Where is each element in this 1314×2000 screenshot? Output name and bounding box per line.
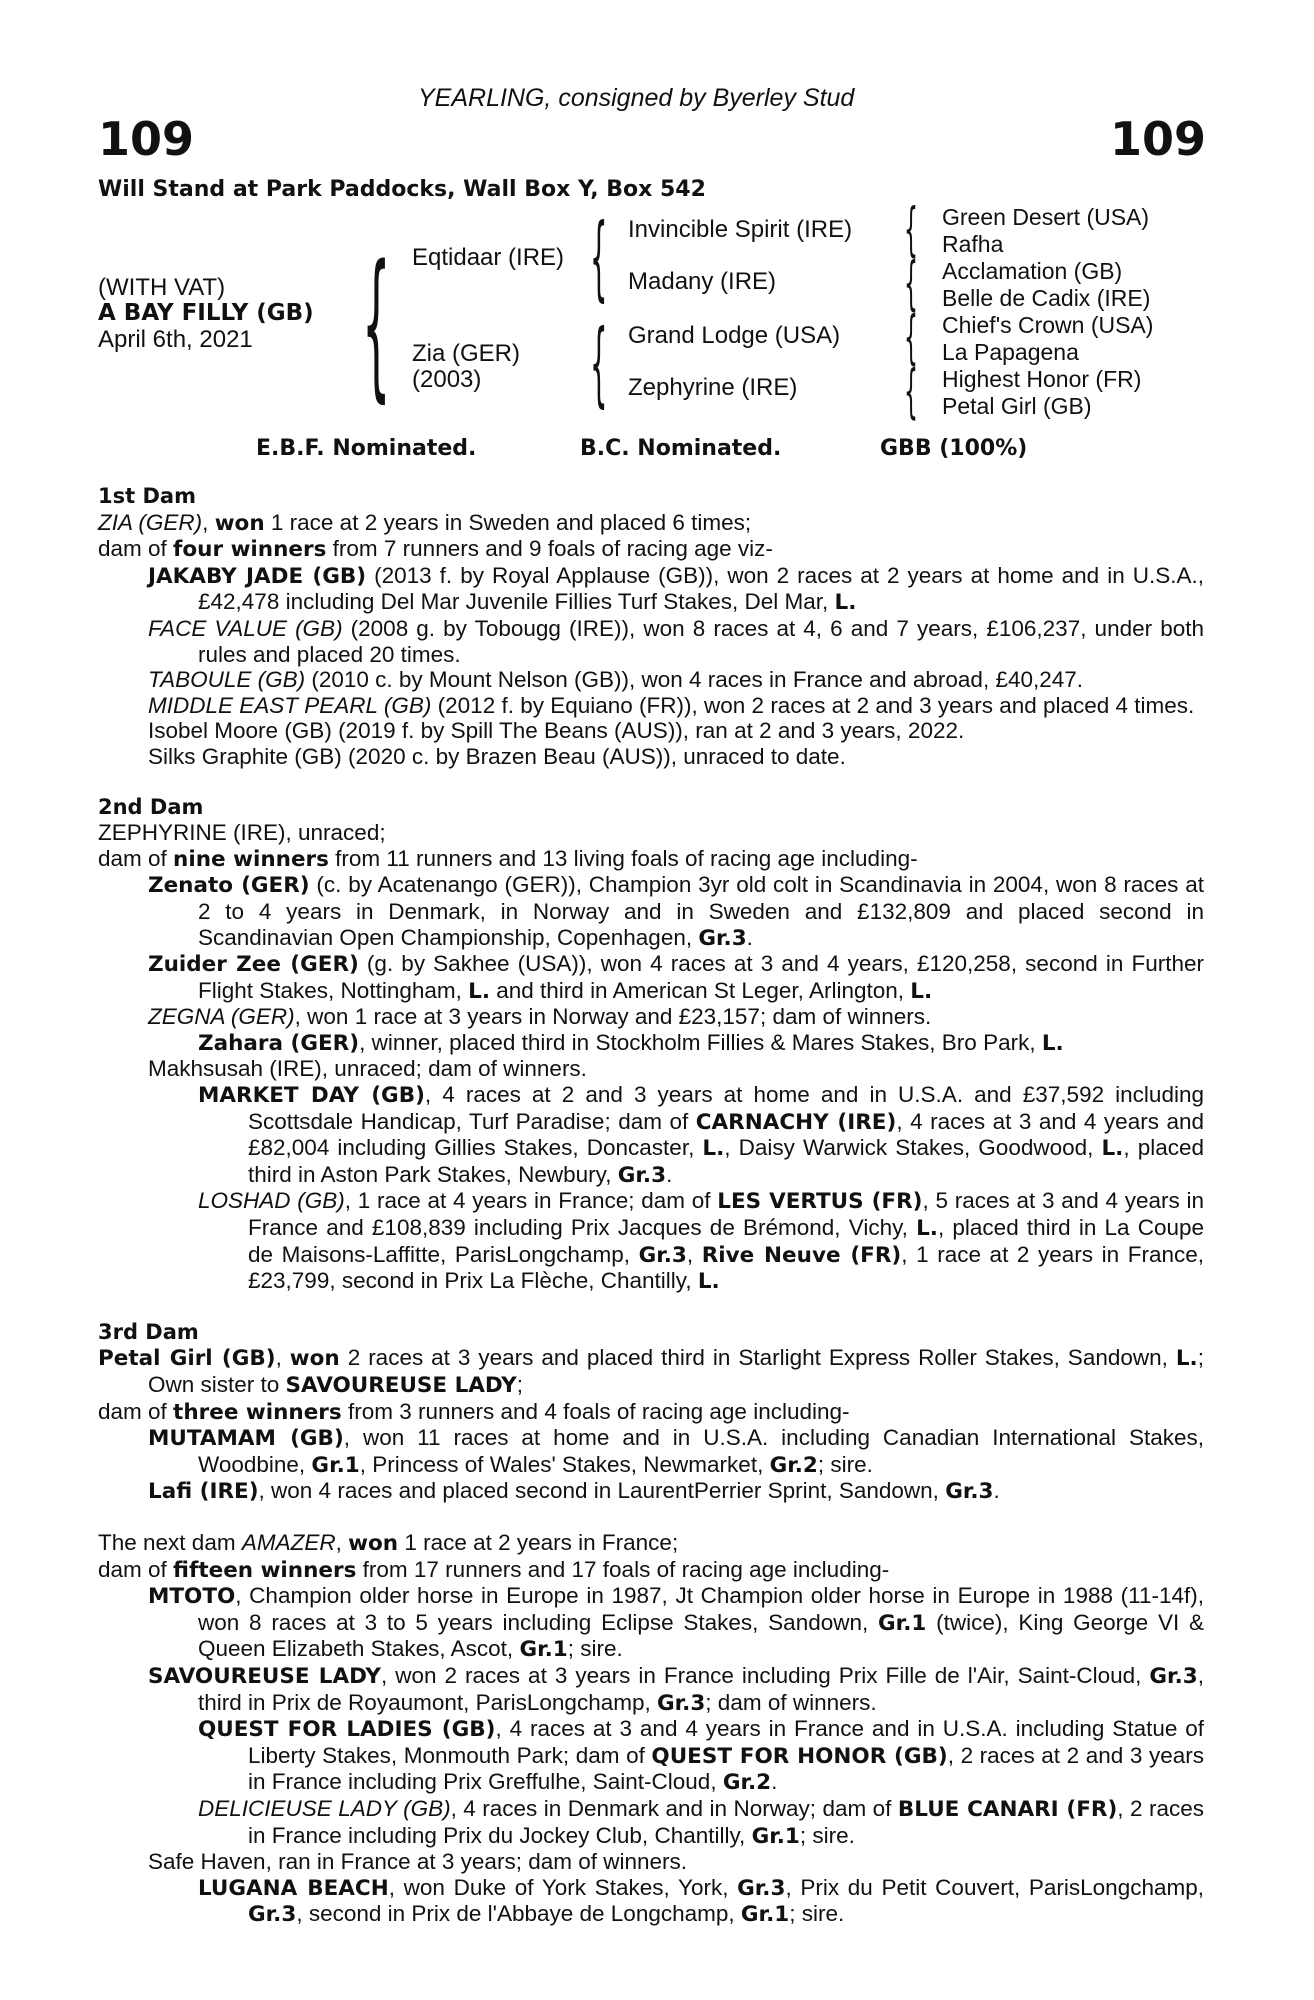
dam-produce-summary bbox=[98, 1399, 1204, 1426]
plain-text: , third in Prix de Royaumont, ParisLongchamp, bbox=[198, 1662, 1204, 1715]
bold-text: won bbox=[289, 1346, 340, 1372]
plain-text: , 2 races at 2 and 3 years in France including Prix Greffulhe, Saint-Cloud, bbox=[248, 1742, 1204, 1795]
progeny-entry bbox=[98, 1849, 1204, 1875]
bold-text: Gr.1 bbox=[751, 1823, 800, 1849]
bc-nomination: B.C. Nominated. bbox=[580, 436, 782, 461]
dam-name: Zia (GER) bbox=[412, 340, 520, 367]
plain-text: . bbox=[771, 1769, 778, 1795]
bold-text: three winners bbox=[173, 1399, 342, 1425]
stand-location: Will Stand at Park Paddocks, Wall Box Y, Box 542 bbox=[98, 177, 706, 202]
ggen-name: Rafha bbox=[942, 231, 1004, 257]
bold-text: MARKET DAY (GB) bbox=[198, 1083, 425, 1109]
plain-text: , placed third in La Coupe de Maisons-Laffitte, ParisLongchamp, bbox=[248, 1215, 1205, 1267]
plain-text: , 4 races at 3 and 4 years in France and in U.S.A. including Statue of Liberty Stakes, Monmouth Park; dam of bbox=[248, 1716, 1204, 1768]
bold-text: Gr.1 bbox=[519, 1637, 568, 1663]
progeny-entry bbox=[98, 1188, 1204, 1294]
italic-text: LOSHAD (GB) bbox=[198, 1188, 345, 1214]
plain-text: dam of bbox=[98, 845, 174, 871]
bold-text: L. bbox=[1041, 1030, 1064, 1056]
dam-line bbox=[98, 1345, 1204, 1398]
bold-text: MUTAMAM (GB) bbox=[148, 1426, 344, 1452]
progeny-entry bbox=[98, 1583, 1204, 1663]
plain-text: . bbox=[746, 924, 753, 950]
plain-text: Isobel Moore (GB) (2019 f. by Spill The Beans (AUS)), ran at 2 and 3 years, 2022. bbox=[148, 718, 965, 744]
plain-text: , 4 races in Denmark and in Norway; dam of bbox=[450, 1795, 898, 1821]
plain-text: (c. by Acatenango (GER)), Champion 3yr old colt in Scandinavia in 2004, won 8 races at 2 to 4 years in Denmark, in Norway and in Sweden and £132,809 and placed second in Scandinavian Open Championship, Copenhagen, bbox=[198, 872, 1205, 950]
italic-text: ZIA (GER) bbox=[98, 509, 203, 535]
ggen-name: Petal Girl (GB) bbox=[942, 393, 1092, 419]
bold-text: Gr.3 bbox=[698, 925, 747, 951]
bold-text: QUEST FOR HONOR (GB) bbox=[651, 1743, 948, 1769]
bold-text: Zenato (GER) bbox=[148, 873, 310, 899]
ggen-name: Highest Honor (FR) bbox=[942, 366, 1142, 392]
pedigree-brace-gg2: { bbox=[904, 249, 919, 317]
lot-number-right: 109 bbox=[1110, 112, 1207, 166]
bold-text: Gr.2 bbox=[722, 1770, 772, 1796]
progeny-entry bbox=[98, 1796, 1204, 1849]
italic-text: ZEGNA (GER) bbox=[148, 1004, 295, 1030]
progeny-entry bbox=[98, 1004, 1204, 1030]
bold-text: won bbox=[214, 510, 265, 536]
plain-text: from 17 runners and 17 foals of racing age including- bbox=[356, 1556, 890, 1582]
progeny-entry bbox=[98, 1056, 1204, 1082]
bold-text: L. bbox=[1101, 1136, 1124, 1162]
bold-text: L. bbox=[916, 1216, 938, 1242]
sire-name: Eqtidaar (IRE) bbox=[412, 244, 565, 271]
bold-text: Zahara (GER) bbox=[198, 1030, 360, 1056]
plain-text: , won Duke of York Stakes, York, bbox=[388, 1874, 738, 1900]
bold-text: L. bbox=[910, 978, 933, 1004]
bold-text: L. bbox=[468, 978, 490, 1004]
sire-dam-name: Madany (IRE) bbox=[628, 268, 777, 295]
section-heading: 2nd Dam bbox=[98, 794, 204, 819]
bold-text: Gr.3 bbox=[1149, 1663, 1198, 1689]
bold-text: Gr.3 bbox=[248, 1902, 297, 1928]
bold-text: Gr.1 bbox=[311, 1452, 360, 1478]
progeny-entry bbox=[98, 951, 1204, 1004]
dam-line bbox=[98, 1530, 1204, 1557]
progeny-entry bbox=[98, 1082, 1204, 1188]
progeny-entry bbox=[98, 744, 1204, 770]
plain-text: Safe Haven, ran in France at 3 years; dam of winners. bbox=[148, 1849, 688, 1875]
plain-text: , bbox=[335, 1529, 349, 1555]
plain-text: , placed third in Aston Park Stakes, Newbury, bbox=[248, 1135, 1204, 1187]
bold-text: BLUE CANARI (FR) bbox=[897, 1796, 1118, 1822]
ggen-name: La Papagena bbox=[942, 339, 1079, 365]
bold-text: Gr.2 bbox=[769, 1452, 818, 1478]
progeny-entry bbox=[98, 616, 1204, 667]
bold-text: JAKABY JADE (GB) bbox=[148, 563, 367, 589]
ggen-name: Belle de Cadix (IRE) bbox=[942, 285, 1151, 311]
bold-text: Gr.1 bbox=[740, 1902, 790, 1928]
plain-text: dam of bbox=[98, 1398, 174, 1424]
plain-text: , second in Prix de l'Abbaye de Longchamp, bbox=[296, 1901, 741, 1927]
bold-text: four winners bbox=[173, 537, 327, 563]
bold-text: Gr.3 bbox=[737, 1875, 786, 1901]
bold-text: L. bbox=[702, 1136, 725, 1162]
plain-text: (2008 g. by Tobougg (IRE)), won 8 races at 4, 6 and 7 years, £106,237, under both rules and placed 20 times. bbox=[198, 615, 1204, 667]
progeny-entry bbox=[98, 693, 1204, 719]
lot-name: A BAY FILLY (GB) bbox=[98, 300, 314, 326]
vat-note: (WITH VAT) bbox=[98, 274, 226, 301]
dam-produce-summary bbox=[98, 536, 1204, 563]
plain-text: ; Own sister to bbox=[148, 1345, 1204, 1397]
italic-text: FACE VALUE (GB) bbox=[148, 615, 343, 641]
plain-text: ; dam of winners. bbox=[705, 1689, 877, 1715]
plain-text: (2010 c. by Mount Nelson (GB)), won 4 races in France and abroad, £40,247. bbox=[305, 667, 1084, 693]
plain-text: (g. by Sakhee (USA)), won 4 races at 3 and 4 years, £120,258, second in Further Flight Stakes, Nottingham, bbox=[198, 951, 1204, 1003]
bold-text: Gr.3 bbox=[638, 1242, 687, 1268]
sire-sire-name: Invincible Spirit (IRE) bbox=[628, 216, 853, 243]
progeny-entry bbox=[98, 1663, 1204, 1716]
pedigree-brace-gg4: { bbox=[904, 357, 919, 425]
progeny-entry bbox=[98, 667, 1204, 693]
section-heading: 3rd Dam bbox=[98, 1319, 199, 1344]
progeny-entry bbox=[98, 1478, 1204, 1505]
plain-text: , Prix du Petit Couvert, ParisLongchamp, bbox=[785, 1874, 1204, 1900]
foaling-date: April 6th, 2021 bbox=[98, 326, 253, 353]
italic-text: AMAZER bbox=[241, 1529, 336, 1555]
catalogue-subtitle: YEARLING, consigned by Byerley Stud bbox=[418, 84, 855, 112]
plain-text: , 4 races at 3 and 4 years and £82,004 including Gillies Stakes, Doncaster, bbox=[248, 1108, 1204, 1161]
plain-text: from 11 runners and 13 living foals of racing age including- bbox=[328, 845, 918, 871]
bold-text: L. bbox=[1175, 1346, 1198, 1372]
bold-text: Gr.3 bbox=[656, 1690, 706, 1716]
bold-text: Rive Neuve (FR) bbox=[701, 1242, 902, 1268]
plain-text: , won 2 races at 3 years in France including Prix Fille de l'Air, Saint-Cloud, bbox=[380, 1662, 1150, 1688]
plain-text: Makhsusah (IRE), unraced; dam of winners. bbox=[148, 1056, 587, 1082]
plain-text: ; bbox=[516, 1372, 524, 1397]
plain-text: The next dam bbox=[98, 1529, 242, 1555]
plain-text: (2013 f. by Royal Applause (GB)), won 2 races at 2 years at home and in U.S.A., £42,478 including Del Mar Juvenile Fillies Turf Stakes, Del Mar, bbox=[198, 562, 1204, 615]
plain-text: (2012 f. by Equiano (FR)), won 2 races at 2 and 3 years and placed 4 times. bbox=[431, 692, 1195, 718]
plain-text: , 1 race at 2 years in France, £23,799, second in Prix La Flèche, Chantilly, bbox=[248, 1241, 1204, 1294]
plain-text: ZEPHYRINE (IRE), unraced; bbox=[98, 820, 386, 846]
bold-text: nine winners bbox=[173, 846, 329, 872]
bold-text: fifteen winners bbox=[173, 1557, 357, 1583]
ggen-name: Acclamation (GB) bbox=[942, 258, 1123, 284]
italic-text: MIDDLE EAST PEARL (GB) bbox=[148, 692, 432, 718]
dam-year: (2003) bbox=[412, 366, 482, 393]
bold-text: Gr.3 bbox=[945, 1479, 994, 1505]
progeny-entry bbox=[98, 1425, 1204, 1478]
plain-text: ; sire. bbox=[799, 1822, 855, 1848]
progeny-entry bbox=[98, 563, 1204, 616]
pedigree-brace-gg1: { bbox=[904, 195, 919, 263]
ggen-name: Green Desert (USA) bbox=[942, 204, 1150, 230]
bold-text: CARNACHY (IRE) bbox=[695, 1109, 897, 1135]
plain-text: dam of bbox=[98, 536, 174, 562]
catalogue-body bbox=[98, 484, 1204, 1928]
section-heading: 1st Dam bbox=[98, 484, 196, 508]
dam-line bbox=[98, 820, 1204, 846]
dam-produce-summary bbox=[98, 846, 1204, 873]
plain-text: 1 race at 2 years in France; bbox=[398, 1529, 679, 1555]
bold-text: Gr.1 bbox=[878, 1610, 927, 1636]
plain-text: , 1 race at 4 years in France; dam of bbox=[344, 1188, 718, 1214]
bold-text: SAVOUREUSE LADY bbox=[148, 1663, 381, 1689]
plain-text: . bbox=[993, 1478, 1000, 1504]
plain-text: dam of bbox=[98, 1556, 174, 1582]
lot-number-left: 109 bbox=[98, 112, 195, 166]
plain-text: (twice), King George VI & Queen Elizabeth Stakes, Ascot, bbox=[198, 1609, 1204, 1662]
plain-text: , 4 races at 2 and 3 years at home and in U.S.A. and £37,592 including Scottsdale Handicap, Turf Paradise; dam of bbox=[248, 1082, 1204, 1134]
plain-text: from 3 runners and 4 foals of racing age including- bbox=[341, 1398, 850, 1424]
bold-text: L. bbox=[834, 590, 857, 616]
progeny-entry bbox=[98, 718, 1204, 744]
pedigree-brace-main: { bbox=[362, 230, 391, 417]
plain-text: , winner, placed third in Stockholm Fillies & Mares Stakes, Bro Park, bbox=[359, 1029, 1042, 1055]
plain-text: , bbox=[202, 509, 215, 535]
gbb-status: GBB (100%) bbox=[880, 436, 1028, 461]
plain-text: , Daisy Warwick Stakes, Goodwood, bbox=[724, 1135, 1102, 1161]
bold-text: QUEST FOR LADIES (GB) bbox=[198, 1717, 496, 1743]
bold-text: won bbox=[348, 1530, 399, 1556]
plain-text: 2 races at 3 years and placed third in Starlight Express Roller Stakes, Sandown, bbox=[339, 1345, 1176, 1371]
pedigree-brace-sire: { bbox=[590, 204, 608, 311]
bold-text: L. bbox=[697, 1269, 720, 1295]
bold-text: Gr.3 bbox=[617, 1162, 667, 1188]
progeny-entry bbox=[98, 1716, 1204, 1796]
plain-text: ; sire. bbox=[567, 1636, 623, 1662]
bold-text: MTOTO bbox=[148, 1584, 236, 1610]
ggen-name: Chief's Crown (USA) bbox=[942, 312, 1154, 338]
plain-text: . bbox=[666, 1161, 673, 1187]
plain-text: ; sire. bbox=[789, 1901, 845, 1927]
plain-text: , 2 races in France including Prix du Jockey Club, Chantilly, bbox=[248, 1795, 1204, 1848]
progeny-entry bbox=[98, 1030, 1204, 1057]
bold-text: Zuider Zee (GER) bbox=[148, 952, 359, 978]
plain-text: , won 1 race at 3 years in Norway and £23,157; dam of winners. bbox=[294, 1004, 932, 1030]
dam-produce-summary bbox=[98, 1557, 1204, 1584]
plain-text: , won 11 races at home and in U.S.A. including Canadian International Stakes, Woodbine, bbox=[198, 1425, 1204, 1477]
dam-sire-name: Grand Lodge (USA) bbox=[628, 322, 841, 349]
plain-text: Silks Graphite (GB) (2020 c. by Brazen Beau (AUS)), unraced to date. bbox=[148, 743, 846, 769]
plain-text: , bbox=[275, 1345, 290, 1371]
progeny-entry bbox=[98, 872, 1204, 951]
plain-text: 1 race at 2 years in Sweden and placed 6 times; bbox=[264, 509, 752, 535]
bold-text: SAVOUREUSE LADY bbox=[285, 1373, 517, 1398]
progeny-entry bbox=[98, 1875, 1204, 1928]
bold-text: Lafi (IRE) bbox=[148, 1479, 259, 1505]
plain-text: , won 4 races and placed second in LaurentPerrier Sprint, Sandown, bbox=[258, 1478, 946, 1504]
plain-text: , bbox=[686, 1241, 702, 1267]
plain-text: and third in American St Leger, Arlington, bbox=[490, 977, 911, 1003]
bold-text: LUGANA BEACH bbox=[198, 1875, 389, 1901]
plain-text: , Princess of Wales' Stakes, Newmarket, bbox=[359, 1451, 770, 1477]
plain-text: , Champion older horse in Europe in 1987, Jt Champion older horse in Europe in 1988 (11-14f), won 8 races at 3 to 5 years including Eclipse Stakes, Sandown, bbox=[198, 1583, 1204, 1635]
ebf-nomination: E.B.F. Nominated. bbox=[256, 436, 477, 461]
pedigree-brace-gg3: { bbox=[904, 303, 919, 371]
italic-text: DELICIEUSE LADY (GB) bbox=[198, 1795, 451, 1821]
bold-text: LES VERTUS (FR) bbox=[717, 1189, 923, 1215]
bold-text: Petal Girl (GB) bbox=[98, 1346, 276, 1372]
italic-text: TABOULE (GB) bbox=[148, 667, 306, 693]
dam-dam-name: Zephyrine (IRE) bbox=[628, 374, 798, 401]
dam-line bbox=[98, 510, 1204, 537]
pedigree-brace-dam: { bbox=[590, 310, 608, 417]
plain-text: ; sire. bbox=[817, 1451, 873, 1477]
plain-text: from 7 runners and 9 foals of racing age viz- bbox=[326, 536, 773, 562]
plain-text: , 5 races at 3 and 4 years in France and £108,839 including Prix Jacques de Brémond, Vichy, bbox=[248, 1188, 1204, 1241]
